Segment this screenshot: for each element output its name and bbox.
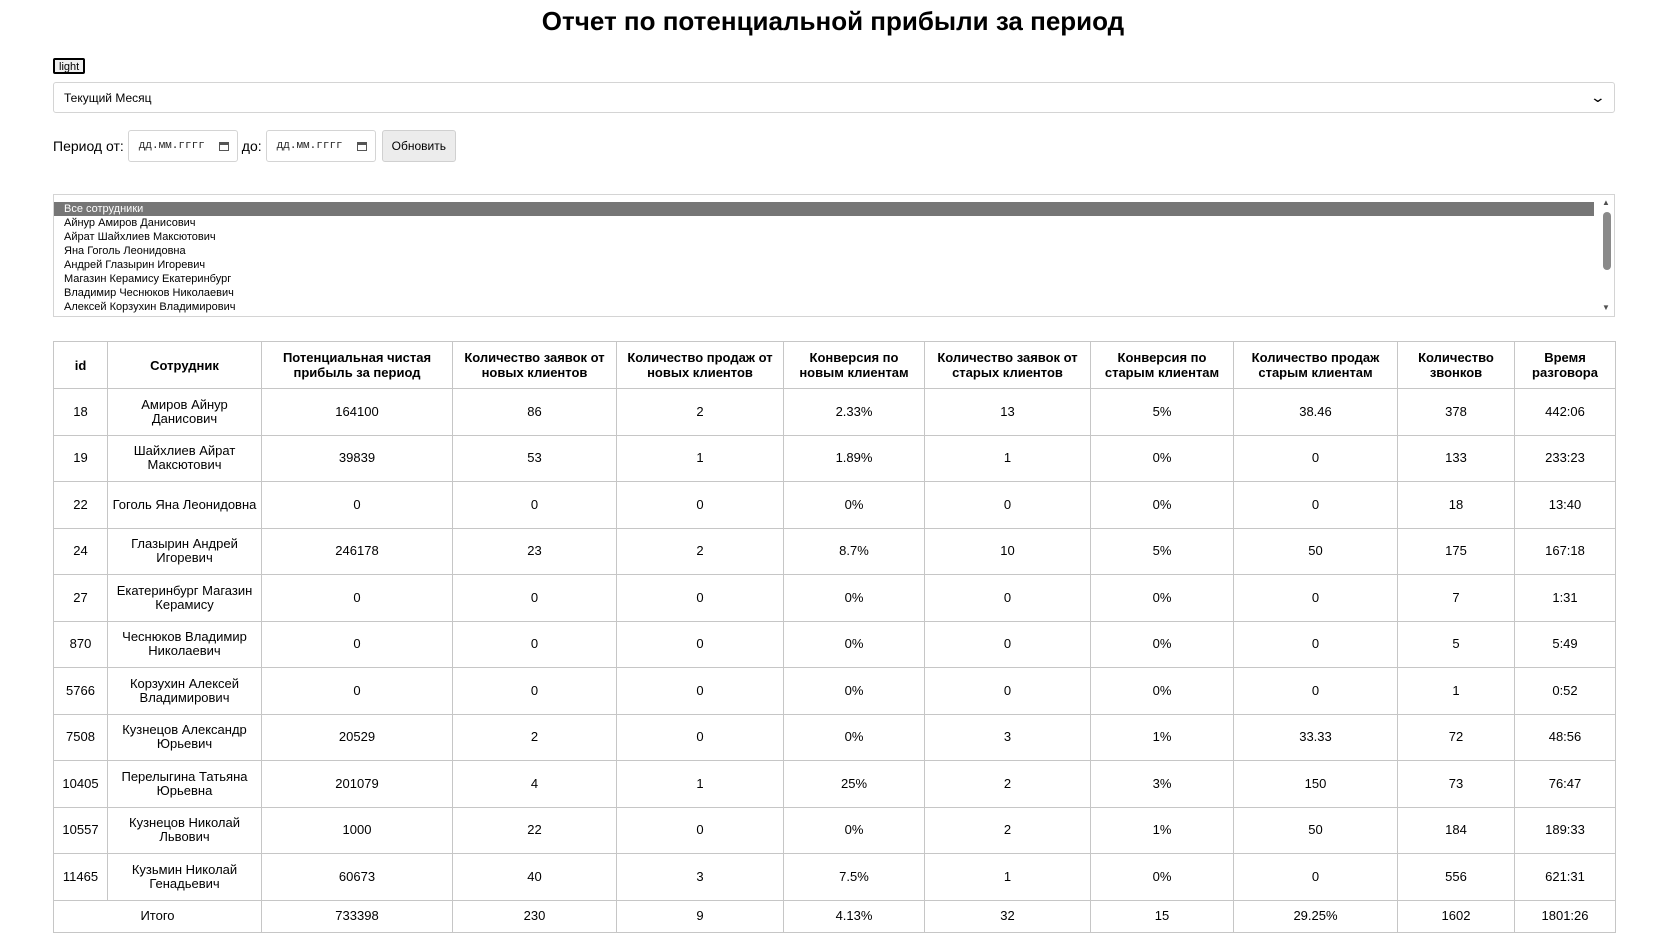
table-row bbox=[54, 575, 1616, 622]
table-cell: 0% bbox=[784, 621, 925, 668]
table-cell: 175 bbox=[1398, 528, 1515, 575]
table-cell: 2 bbox=[925, 807, 1091, 854]
column-header: Сотрудник bbox=[108, 342, 262, 389]
employee-option[interactable]: Магазин Керамису Екатеринбург bbox=[64, 273, 232, 285]
total-cell: 15 bbox=[1091, 900, 1234, 932]
total-cell: 230 bbox=[453, 900, 617, 932]
table-cell: 53 bbox=[453, 435, 617, 482]
table-cell: 1 bbox=[617, 761, 784, 808]
table-cell: 10557 bbox=[54, 807, 108, 854]
table-cell: 86 bbox=[453, 389, 617, 436]
table-cell: 556 bbox=[1398, 854, 1515, 901]
table-cell: 0 bbox=[925, 621, 1091, 668]
table-cell: 10 bbox=[925, 528, 1091, 575]
page-title: Отчет по потенциальной прибыли за период bbox=[541, 6, 1125, 36]
table-cell: 0:52 bbox=[1515, 668, 1616, 715]
table-cell: Чеснюков Владимир Николаевич bbox=[108, 621, 262, 668]
column-header: Количество продаж от новых клиентов bbox=[617, 342, 784, 389]
table-cell: 0 bbox=[617, 575, 784, 622]
table-cell: 0% bbox=[784, 482, 925, 529]
table-header-row bbox=[54, 342, 1616, 389]
table-cell: 23 bbox=[453, 528, 617, 575]
table-cell: 1.89% bbox=[784, 435, 925, 482]
table-cell: 0 bbox=[925, 668, 1091, 715]
table-cell: 0 bbox=[617, 482, 784, 529]
total-cell: 1801:26 bbox=[1515, 900, 1616, 932]
table-cell: 38.46 bbox=[1234, 389, 1398, 436]
table-row bbox=[54, 528, 1616, 575]
table-row bbox=[54, 761, 1616, 808]
employee-option[interactable]: Айнур Амиров Данисович bbox=[64, 217, 196, 229]
table-cell: 0% bbox=[1091, 435, 1234, 482]
employee-option[interactable]: Айрат Шайхлиев Максютович bbox=[64, 231, 216, 243]
table-cell: 870 bbox=[54, 621, 108, 668]
table-cell: 18 bbox=[1398, 482, 1515, 529]
table-cell: 39839 bbox=[262, 435, 453, 482]
table-cell: 0 bbox=[925, 482, 1091, 529]
table-total-row bbox=[54, 900, 1616, 932]
table-cell: 3% bbox=[1091, 761, 1234, 808]
table-cell: 2.33% bbox=[784, 389, 925, 436]
calendar-icon[interactable] bbox=[357, 142, 367, 151]
table-cell: 3 bbox=[617, 854, 784, 901]
date-from-input[interactable] bbox=[128, 130, 238, 162]
table-cell: 0 bbox=[453, 621, 617, 668]
employee-option[interactable]: Алексей Корзухин Владимирович bbox=[64, 301, 236, 313]
period-from-label: Период от: bbox=[53, 138, 124, 154]
period-select[interactable] bbox=[53, 82, 1615, 113]
table-cell: 40 bbox=[453, 854, 617, 901]
table-cell: 0 bbox=[1234, 482, 1398, 529]
table-cell: 20529 bbox=[262, 714, 453, 761]
table-cell: Глазырин Андрей Игоревич bbox=[108, 528, 262, 575]
table-cell: 0 bbox=[262, 482, 453, 529]
table-row bbox=[54, 807, 1616, 854]
table-cell: 76:47 bbox=[1515, 761, 1616, 808]
table-cell: 73 bbox=[1398, 761, 1515, 808]
scroll-down-arrow-icon[interactable]: ▼ bbox=[1602, 303, 1610, 312]
table-cell: 2 bbox=[617, 389, 784, 436]
column-header: id bbox=[54, 342, 108, 389]
table-cell: 0 bbox=[617, 807, 784, 854]
table-row bbox=[54, 482, 1616, 529]
table-cell: 378 bbox=[1398, 389, 1515, 436]
table-cell: Амиров Айнур Данисович bbox=[108, 389, 262, 436]
table-cell: 0 bbox=[925, 575, 1091, 622]
table-cell: 1 bbox=[925, 435, 1091, 482]
table-cell: 0 bbox=[1234, 621, 1398, 668]
table-cell: 48:56 bbox=[1515, 714, 1616, 761]
table-cell: 246178 bbox=[262, 528, 453, 575]
table-cell: 0 bbox=[617, 714, 784, 761]
table-cell: 0% bbox=[1091, 482, 1234, 529]
table-cell: 22 bbox=[453, 807, 617, 854]
table-row bbox=[54, 621, 1616, 668]
table-cell: 0% bbox=[784, 807, 925, 854]
table-cell: Корзухин Алексей Владимирович bbox=[108, 668, 262, 715]
table-cell: 0% bbox=[1091, 575, 1234, 622]
table-row bbox=[54, 389, 1616, 436]
table-cell: 0% bbox=[784, 575, 925, 622]
period-select-value: Текущий Месяц bbox=[64, 90, 152, 105]
table-cell: 0 bbox=[453, 482, 617, 529]
table-cell: 5:49 bbox=[1515, 621, 1616, 668]
table-cell: 0% bbox=[1091, 621, 1234, 668]
table-cell: 25% bbox=[784, 761, 925, 808]
table-cell: 1 bbox=[925, 854, 1091, 901]
table-cell: 19 bbox=[54, 435, 108, 482]
table-cell: 0 bbox=[262, 575, 453, 622]
table-cell: 0% bbox=[1091, 668, 1234, 715]
table-cell: 0% bbox=[784, 714, 925, 761]
table-cell: Кузнецов Николай Львович bbox=[108, 807, 262, 854]
table-cell: 0 bbox=[1234, 854, 1398, 901]
total-cell: 4.13% bbox=[784, 900, 925, 932]
column-header: Количество заявок от старых клиентов bbox=[925, 342, 1091, 389]
table-cell: 22 bbox=[54, 482, 108, 529]
total-cell: 733398 bbox=[262, 900, 453, 932]
table-cell: Кузнецов Александр Юрьевич bbox=[108, 714, 262, 761]
table-cell: 2 bbox=[925, 761, 1091, 808]
table-cell: 1:31 bbox=[1515, 575, 1616, 622]
table-cell: 50 bbox=[1234, 528, 1398, 575]
theme-toggle-button[interactable]: light bbox=[53, 58, 85, 74]
table-cell: 60673 bbox=[262, 854, 453, 901]
employee-option[interactable]: Яна Гоголь Леонидовна bbox=[64, 245, 186, 257]
total-cell: 9 bbox=[617, 900, 784, 932]
table-cell: 164100 bbox=[262, 389, 453, 436]
table-cell: 1 bbox=[1398, 668, 1515, 715]
table-cell: 7.5% bbox=[784, 854, 925, 901]
table-row bbox=[54, 714, 1616, 761]
table-cell: 0% bbox=[1091, 854, 1234, 901]
table-cell: 7508 bbox=[54, 714, 108, 761]
table-cell: 233:23 bbox=[1515, 435, 1616, 482]
table-cell: 1% bbox=[1091, 714, 1234, 761]
table-cell: Екатеринбург Магазин Керамису bbox=[108, 575, 262, 622]
table-cell: 1% bbox=[1091, 807, 1234, 854]
column-header: Конверсия по старым клиентам bbox=[1091, 342, 1234, 389]
table-cell: 33.33 bbox=[1234, 714, 1398, 761]
table-cell: 7 bbox=[1398, 575, 1515, 622]
employee-option[interactable]: Все сотрудники bbox=[54, 202, 1594, 216]
table-cell: 184 bbox=[1398, 807, 1515, 854]
calendar-icon[interactable] bbox=[219, 142, 229, 151]
date-to-placeholder: дд.мм.гггг bbox=[276, 140, 343, 152]
table-cell: 5766 bbox=[54, 668, 108, 715]
column-header: Количество звонков bbox=[1398, 342, 1515, 389]
total-label: Итого bbox=[54, 900, 262, 932]
table-cell: 0 bbox=[1234, 575, 1398, 622]
table-cell: 3 bbox=[925, 714, 1091, 761]
date-from-placeholder: дд.мм.гггг bbox=[138, 140, 205, 152]
total-cell: 29.25% bbox=[1234, 900, 1398, 932]
table-cell: 167:18 bbox=[1515, 528, 1616, 575]
scroll-up-arrow-icon[interactable]: ▲ bbox=[1602, 198, 1610, 207]
table-cell: 0 bbox=[453, 575, 617, 622]
date-to-input[interactable] bbox=[266, 130, 376, 162]
scrollbar-thumb[interactable] bbox=[1603, 212, 1611, 270]
table-cell: 0 bbox=[1234, 435, 1398, 482]
employee-option[interactable]: Андрей Глазырин Игоревич bbox=[64, 259, 206, 271]
table-row bbox=[54, 435, 1616, 482]
table-row bbox=[54, 668, 1616, 715]
table-cell: 8.7% bbox=[784, 528, 925, 575]
table-cell: 0 bbox=[262, 668, 453, 715]
table-cell: 189:33 bbox=[1515, 807, 1616, 854]
column-header: Потенциальная чистая прибыль за период bbox=[262, 342, 453, 389]
table-cell: Кузьмин Николай Генадьевич bbox=[108, 854, 262, 901]
chevron-down-icon: ⌄ bbox=[1589, 89, 1607, 105]
table-cell: 27 bbox=[54, 575, 108, 622]
period-to-label: до: bbox=[241, 138, 262, 154]
table-cell: Гоголь Яна Леонидовна bbox=[108, 482, 262, 529]
table-cell: 5 bbox=[1398, 621, 1515, 668]
table-cell: 0 bbox=[617, 668, 784, 715]
column-header: Количество заявок от новых клиентов bbox=[453, 342, 617, 389]
table-cell: 621:31 bbox=[1515, 854, 1616, 901]
employee-listbox[interactable] bbox=[53, 194, 1615, 317]
table-cell: 0 bbox=[1234, 668, 1398, 715]
table-cell: 1 bbox=[617, 435, 784, 482]
table-cell: 1000 bbox=[262, 807, 453, 854]
table-cell: 13:40 bbox=[1515, 482, 1616, 529]
column-header: Количество продаж старым клиентам bbox=[1234, 342, 1398, 389]
table-cell: 2 bbox=[453, 714, 617, 761]
table-cell: Перелыгина Татьяна Юрьевна bbox=[108, 761, 262, 808]
update-button[interactable]: Обновить bbox=[382, 130, 456, 162]
table-cell: 11465 bbox=[54, 854, 108, 901]
table-cell: 133 bbox=[1398, 435, 1515, 482]
table-cell: 5% bbox=[1091, 389, 1234, 436]
total-cell: 32 bbox=[925, 900, 1091, 932]
table-cell: 13 bbox=[925, 389, 1091, 436]
table-cell: 10405 bbox=[54, 761, 108, 808]
table-cell: 50 bbox=[1234, 807, 1398, 854]
table-cell: 442:06 bbox=[1515, 389, 1616, 436]
table-cell: 150 bbox=[1234, 761, 1398, 808]
table-cell: 0 bbox=[453, 668, 617, 715]
table-cell: 2 bbox=[617, 528, 784, 575]
table-cell: Шайхлиев Айрат Максютович bbox=[108, 435, 262, 482]
table-cell: 5% bbox=[1091, 528, 1234, 575]
table-cell: 18 bbox=[54, 389, 108, 436]
profit-report-table bbox=[53, 341, 1616, 933]
table-cell: 0% bbox=[784, 668, 925, 715]
column-header: Время разговора bbox=[1515, 342, 1616, 389]
table-cell: 72 bbox=[1398, 714, 1515, 761]
table-row bbox=[54, 854, 1616, 901]
table-cell: 0 bbox=[617, 621, 784, 668]
table-cell: 0 bbox=[262, 621, 453, 668]
total-cell: 1602 bbox=[1398, 900, 1515, 932]
table-cell: 24 bbox=[54, 528, 108, 575]
table-cell: 201079 bbox=[262, 761, 453, 808]
column-header: Конверсия по новым клиентам bbox=[784, 342, 925, 389]
date-range-row bbox=[53, 130, 456, 162]
employee-option[interactable]: Владимир Чеснюков Николаевич bbox=[64, 287, 234, 299]
table-cell: 4 bbox=[453, 761, 617, 808]
